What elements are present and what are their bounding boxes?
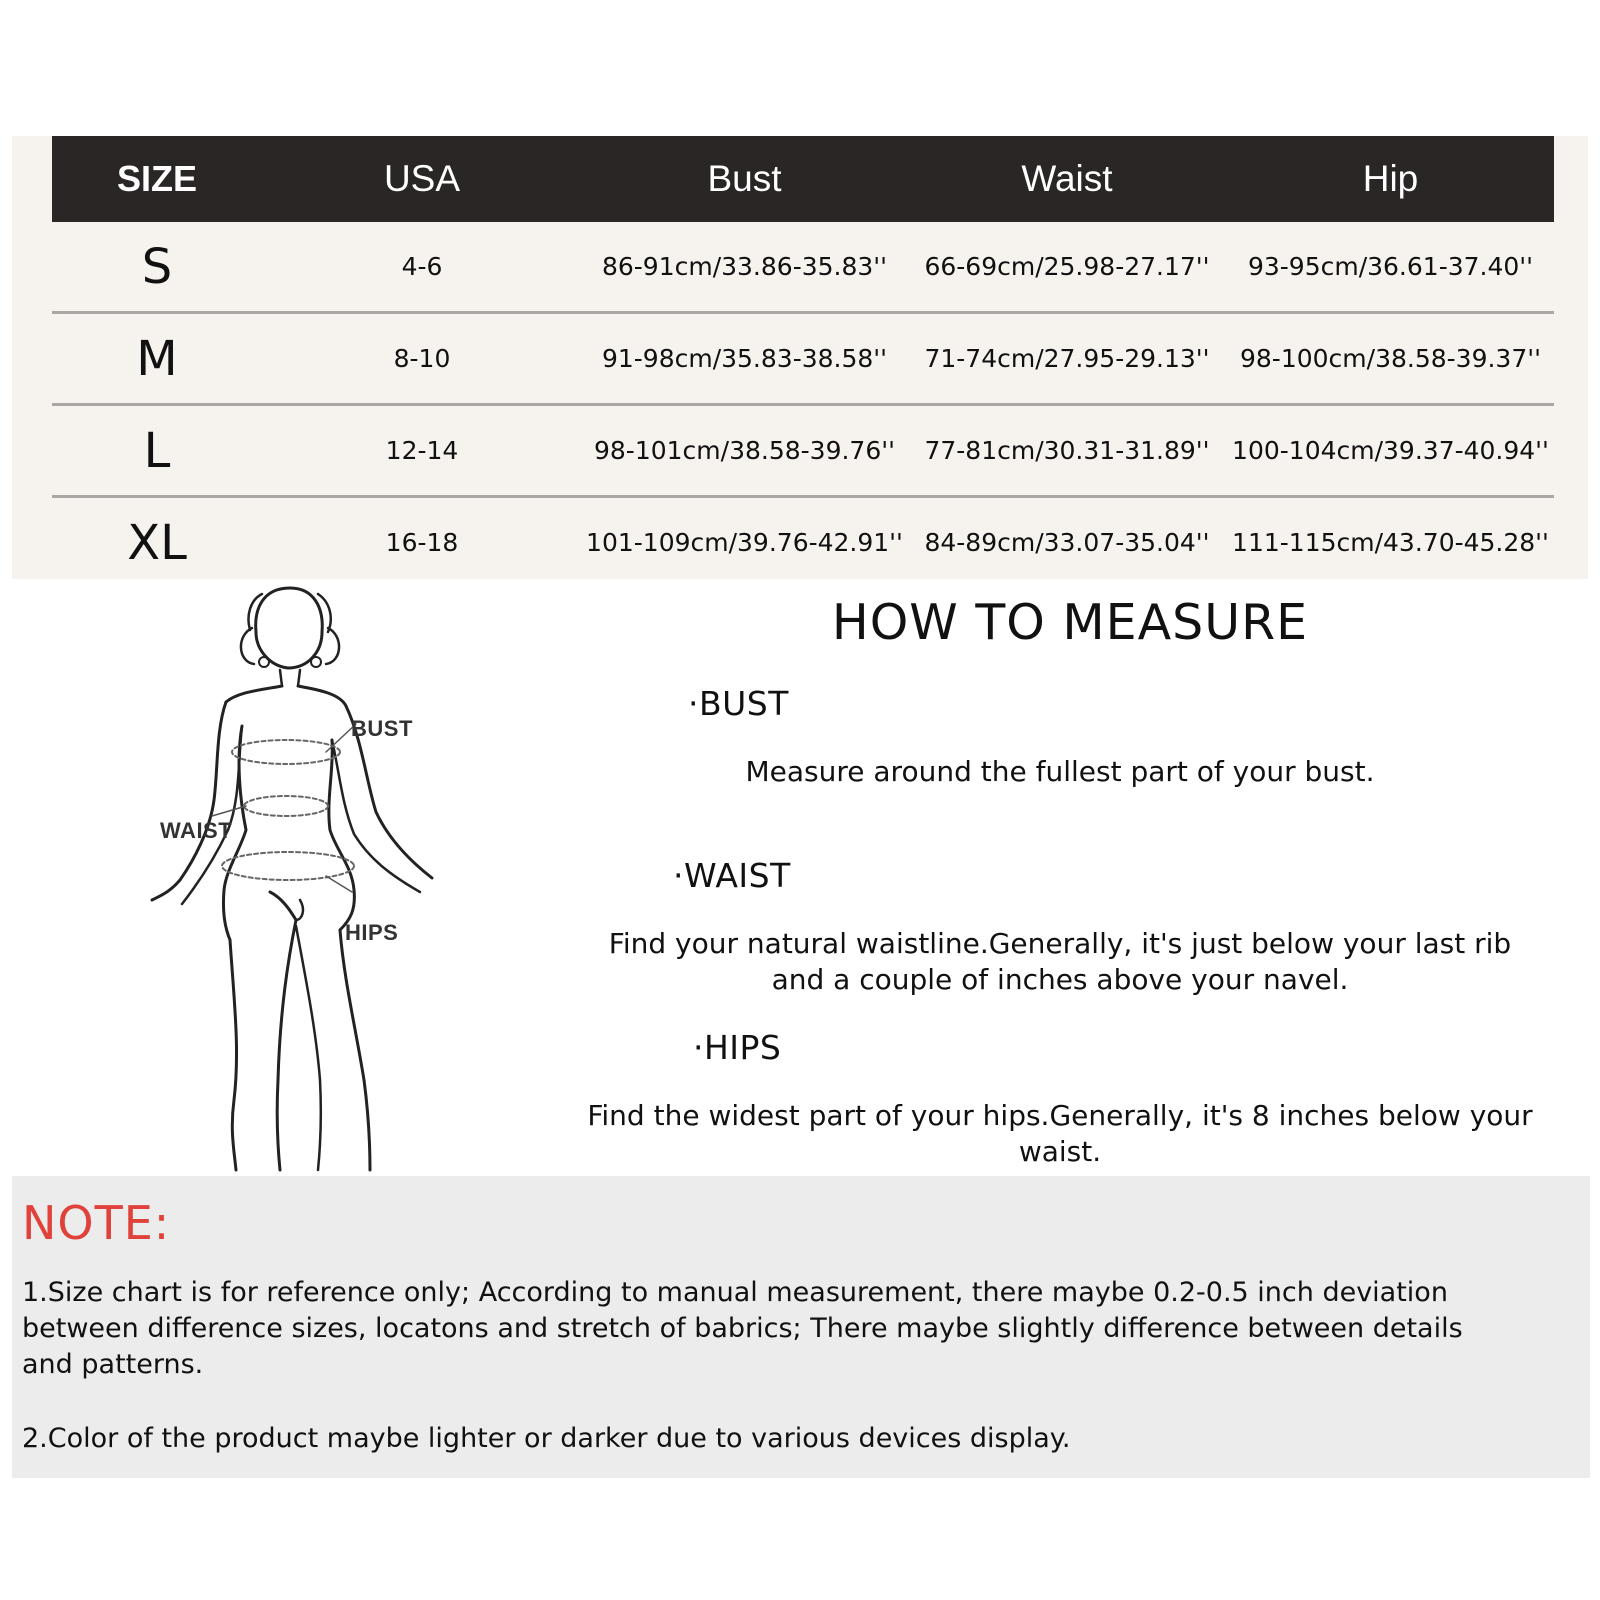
hips-heading: ·HIPS — [693, 1028, 782, 1067]
header-hip: Hip — [1227, 136, 1554, 222]
body-measurement-figure — [130, 580, 470, 1172]
size-chart-table — [52, 136, 1554, 587]
note-item-1-line3: and patterns. — [22, 1349, 204, 1380]
usa-cell: 16-18 — [385, 528, 459, 557]
note-item-1-line2: between difference sizes, locatons and stretch of babrics; There maybe slightly difference between details — [22, 1313, 1463, 1344]
hip-cell: 93-95cm/36.61-37.40'' — [1227, 222, 1554, 313]
bust-figure-label: BUST — [351, 716, 413, 741]
usa-cell: 8-10 — [262, 313, 582, 405]
waist-cell: 84-89cm/33.07-35.04'' — [924, 528, 1210, 557]
how-to-measure-title: HOW TO MEASURE — [831, 594, 1309, 651]
bust-cell: 91-98cm/35.83-38.58'' — [582, 313, 907, 405]
header-size: SIZE — [52, 136, 262, 222]
size-table-section — [12, 136, 1588, 579]
table-row — [52, 313, 1554, 405]
header-bust: Bust — [582, 136, 907, 222]
table-header-row — [52, 136, 1554, 222]
usa-cell: 12-14 — [262, 405, 582, 497]
hip-cell: 100-104cm/39.37-40.94'' — [1227, 405, 1554, 497]
bust-cell: 98-101cm/38.58-39.76'' — [582, 405, 907, 497]
bust-cell: 86-91cm/33.86-35.83'' — [582, 222, 907, 313]
waist-description-line1: Find your natural waistline.Generally, it's just below your last rib — [608, 927, 1512, 960]
waist-cell: 71-74cm/27.95-29.13'' — [907, 313, 1227, 405]
hip-cell: 111-115cm/43.70-45.28'' — [1232, 528, 1549, 557]
waist-heading: ·WAIST — [673, 856, 791, 895]
waist-cell: 66-69cm/25.98-27.17'' — [907, 222, 1227, 313]
bust-cell: 101-109cm/39.76-42.91'' — [586, 528, 903, 557]
size-cell: M — [52, 313, 262, 405]
note-item-1-line1: 1.Size chart is for reference only; According to manual measurement, there maybe 0.2-0.5 inch deviation — [22, 1277, 1448, 1308]
header-usa: USA — [262, 136, 582, 222]
note-section — [12, 1176, 1590, 1478]
usa-cell: 4-6 — [262, 222, 582, 313]
hips-description-line2: waist. — [1018, 1135, 1102, 1168]
note-item-2: 2.Color of the product maybe lighter or darker due to various devices display. — [22, 1423, 1071, 1454]
size-cell: S — [52, 222, 262, 313]
hips-figure-label: HIPS — [345, 920, 399, 945]
note-title: NOTE: — [22, 1196, 171, 1250]
table-row — [52, 497, 1554, 588]
table-row — [52, 405, 1554, 497]
bust-heading: ·BUST — [688, 684, 789, 723]
body-outline-illustration — [130, 580, 470, 1172]
hip-cell: 98-100cm/38.58-39.37'' — [1227, 313, 1554, 405]
waist-cell: 77-81cm/30.31-31.89'' — [907, 405, 1227, 497]
waist-figure-label: WAIST — [160, 818, 233, 843]
bust-description: Measure around the fullest part of your bust. — [745, 755, 1375, 788]
header-waist: Waist — [907, 136, 1227, 222]
size-cell: L — [52, 405, 262, 497]
table-row — [52, 222, 1554, 313]
size-cell: XL — [127, 514, 187, 571]
hips-description-line1: Find the widest part of your hips.Generally, it's 8 inches below your — [587, 1099, 1533, 1132]
waist-description-line2: and a couple of inches above your navel. — [771, 963, 1349, 996]
